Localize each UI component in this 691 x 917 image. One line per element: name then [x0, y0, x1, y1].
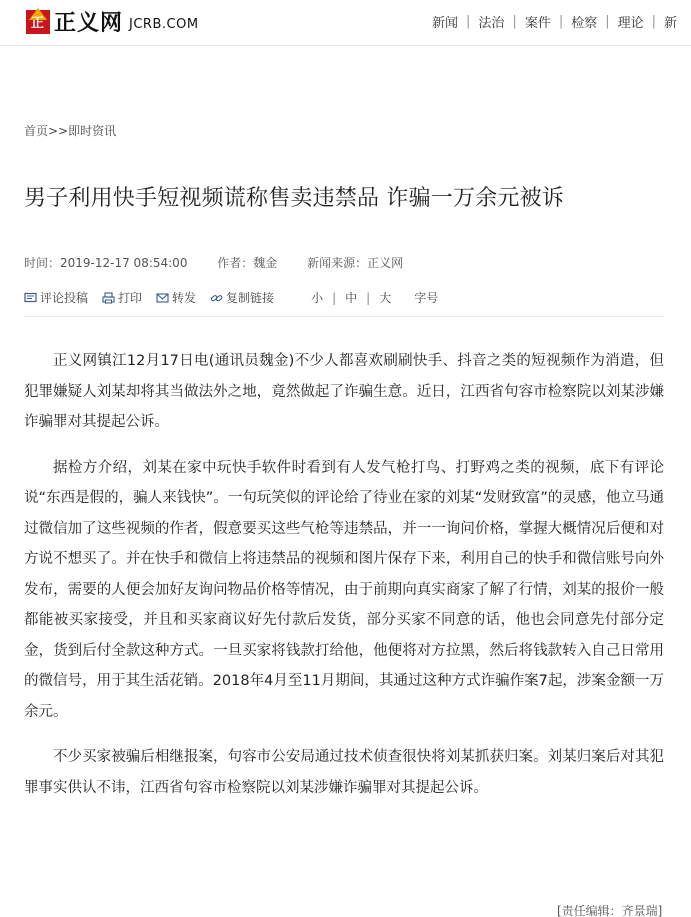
logo-mark-char: 正: [31, 16, 45, 31]
article-paragraph: 不少买家被骗后相继报案，句容市公安局通过技术侦查很快将刘某抓获归案。刘某归案后对其犯罪事实供认不讳，江西省句容市检察院以刘某涉嫌诈骗罪对其提起公诉。: [24, 749, 664, 796]
font-size-large[interactable]: 大: [379, 291, 392, 305]
nav-item-theory[interactable]: 理论: [617, 16, 644, 31]
mail-icon: [156, 292, 169, 304]
article-author: 作者：魏金: [217, 256, 278, 270]
nav-separator: |: [512, 14, 517, 29]
nav-separator: |: [466, 14, 471, 29]
news-source: 新闻来源：正义网: [307, 256, 404, 270]
article-meta: [24, 254, 403, 271]
logo-mark-icon: [26, 8, 52, 34]
copy-link-label: 复制链接: [226, 291, 275, 305]
size-separator: |: [366, 290, 371, 305]
logo-text-cn: 正义网: [54, 9, 124, 36]
article-body: [24, 346, 664, 818]
nav-separator: |: [558, 14, 564, 29]
size-separator: |: [332, 290, 337, 305]
comment-icon: [24, 292, 37, 304]
copy-link-button[interactable]: [210, 289, 274, 306]
nav-item-cases[interactable]: 案件: [524, 16, 551, 31]
comment-button[interactable]: [24, 289, 88, 306]
forward-label: 转发: [172, 291, 197, 305]
nav-separator: |: [605, 14, 610, 29]
article-title: 男子利用快手短视频谎称售卖违禁品 诈骗一万余元被诉: [24, 186, 564, 211]
font-size-control: [302, 289, 438, 306]
nav-item-news[interactable]: 新闻: [432, 16, 459, 31]
nav-item-procuratorate[interactable]: 检察: [571, 16, 598, 31]
comment-label: 评论投稿: [40, 291, 89, 305]
forward-button[interactable]: [156, 289, 196, 306]
article-toolbar: [24, 289, 664, 317]
print-label: 打印: [118, 291, 143, 305]
site-header: [0, 0, 691, 46]
font-size-label: 字号: [414, 291, 439, 305]
font-size-medium[interactable]: 中: [345, 291, 358, 305]
responsible-editor: [责任编辑：齐景瑞]: [557, 904, 663, 917]
nav-separator: |: [651, 14, 657, 29]
print-icon: [102, 292, 115, 304]
article-paragraph: 正义网镇江12月17日电(通讯员魏金)不少人都喜欢刷刷快手、抖音之类的短视频作为消遣，但犯罪嫌疑人刘某却将其当做法外之地，竟然做起了诈骗生意。近日，江西省句容市检察院以刘某涉嫌诈骗罪对其提起公诉。: [24, 353, 664, 430]
top-nav: [432, 12, 677, 31]
font-size-small[interactable]: 小: [311, 291, 324, 305]
site-logo[interactable]: [26, 6, 199, 36]
breadcrumb[interactable]: 首页>>即时资讯: [24, 124, 117, 138]
logo-text-en: JCRB.COM: [129, 16, 199, 32]
nav-item-law[interactable]: 法治: [478, 16, 505, 31]
nav-item-more[interactable]: 新: [664, 16, 678, 31]
publish-time: 时间：2019-12-17 08:54:00: [24, 256, 188, 270]
print-button[interactable]: [102, 289, 142, 306]
article-paragraph: 据检方介绍，刘某在家中玩快手软件时看到有人发气枪打鸟、打野鸡之类的视频，底下有评论说“东西是假的，骗人来钱快”。一句玩笑似的评论给了待业在家的刘某“发财致富”的灵感，他立马通过微信加了这些视频的作者，假意要买这些气枪等违禁品，并一一询问价格，掌握大概情况后便和对方说不想买了。并在快手和微信上将违禁品的视频和图片保存下来，利用自己的快手和微信账号向外发布，需要的人便会加好友询问物品价格等情况，由于前期向真实商家了解了行情，刘某的报价一般都能被买家接受，并且和买家商议好先付款后发货，部分买家不同意的话，他也会同意先付部分定金，货到后付全款这种方式。一旦买家将钱款打给他，他便将对方拉黑，然后将钱款转入自己日常用的微信号，用于其生活花销。2018年4月至11月期间，其通过这种方式诈骗作案7起，涉案金额一万余元。: [24, 459, 664, 720]
link-icon: [210, 292, 223, 304]
